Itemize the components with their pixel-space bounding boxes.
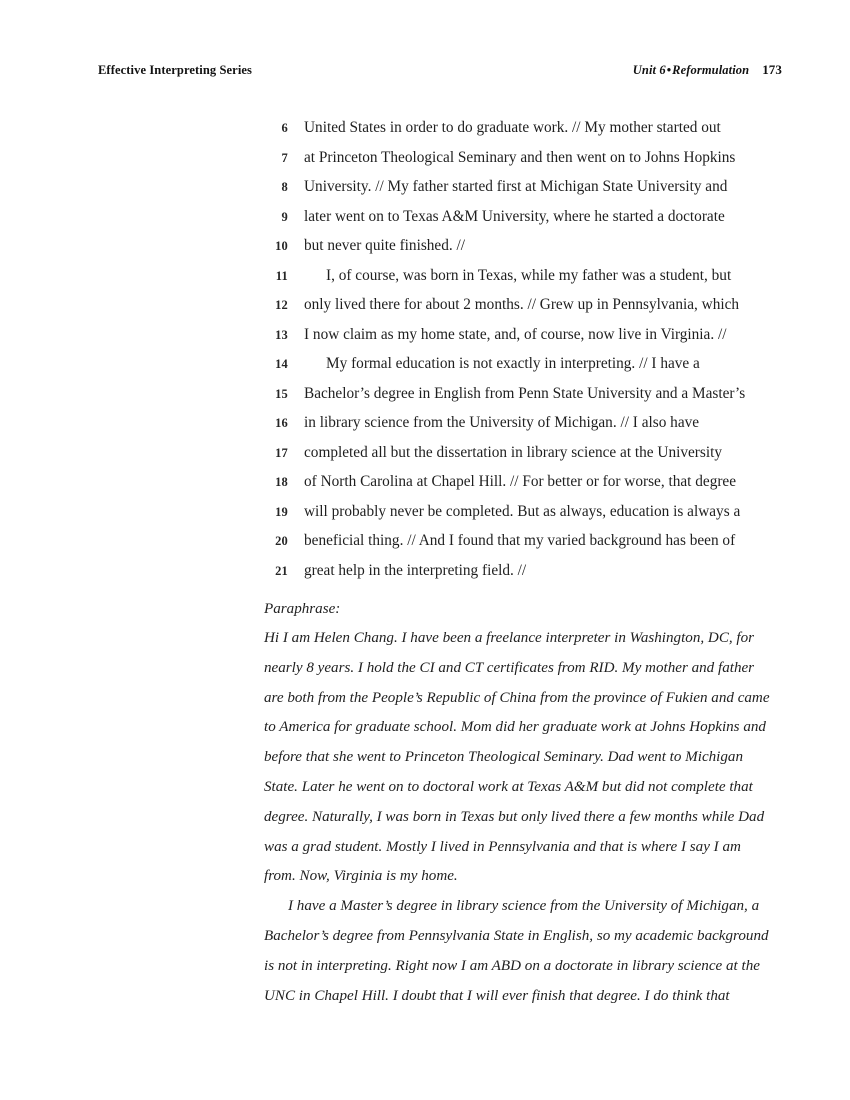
transcript-line-number: 18 [275,475,288,489]
transcript-line-text: completed all but the dissertation in library science at the University [304,443,722,461]
transcript-line [268,178,788,208]
transcript-line [268,532,788,562]
transcript-line [268,296,788,326]
transcript-line-text: only lived there for about 2 months. // Grew up in Pennsylvania, which [304,296,740,313]
transcript-line [268,119,788,149]
transcript-line [268,444,788,474]
transcript-line-number: 10 [275,239,288,253]
transcript-line-number: 17 [275,445,288,460]
transcript-line-number: 13 [275,327,288,342]
running-head-section-name: Reformulation [672,63,750,77]
transcript-line-number: 16 [275,416,288,430]
transcript-line [268,385,788,415]
transcript-line [268,326,788,356]
running-head-series-title: Effective Interpreting Series [98,63,253,77]
transcript-line [268,208,788,238]
paraphrase-line: nearly 8 years. I hold the CI and CT certificates from RID. My mother and father [264,659,755,676]
transcript-line [268,149,788,179]
running-head [98,62,782,80]
paraphrase-line: Hi I am Helen Chang. I have been a freelance interpreter in Washington, DC, for [264,630,755,646]
page-number: 173 [762,62,782,77]
paraphrase-line: I have a Master’s degree in library science from the University of Michigan, a [288,898,760,915]
paraphrase-block [264,594,788,1011]
transcript-line [268,473,788,503]
transcript-line-text: but never quite finished. // [304,237,466,254]
paraphrase-line: from. Now, Virginia is my home. [264,868,458,885]
paraphrase-line: to America for graduate school. Mom did her graduate work at Johns Hopkins and [264,719,766,736]
paraphrase-line: was a grad student. Mostly I lived in Pennsylvania and that is where I say I am [264,838,741,855]
running-head-bullet: • [666,63,672,77]
transcript-line [268,237,788,267]
transcript-line [268,355,788,385]
transcript-line [268,503,788,533]
transcript-line-text: beneficial thing. // And I found that my varied background has been of [304,532,736,549]
transcript-line [268,267,788,297]
transcript-line-number: 9 [281,209,288,224]
transcript-line-number: 14 [275,357,288,371]
transcript-line-number: 20 [275,534,288,548]
transcript-line-text: great help in the interpreting field. // [304,561,527,579]
transcript-line-number: 12 [275,298,288,312]
transcript-line-number: 11 [275,268,288,283]
paraphrase-line: State. Later he went on to doctoral work at Texas A&M but did not complete that [264,778,753,795]
paraphrase-line: UNC in Chapel Hill. I doubt that I will ever finish that degree. I do think that [264,987,730,1004]
transcript-line-number: 19 [275,504,288,519]
transcript-line-text: My formal education is not exactly in interpreting. // I have a [326,355,700,372]
transcript-line-text: of North Carolina at Chapel Hill. // For better or for worse, that degree [304,473,737,490]
transcript-line-number: 7 [281,150,288,165]
transcript-line-number: 15 [275,386,288,401]
transcript-line-number: 8 [281,180,288,194]
transcript-line-text: in library science from the University of Michigan. // I also have [304,414,700,431]
running-head-unit-label [633,63,749,78]
transcript-line-text: Bachelor’s degree in English from Penn State University and a Master’s [304,384,746,402]
transcript-line [268,562,788,592]
paraphrase-line: is not in interpreting. Right now I am ABD on a doctorate in library science at the [264,957,760,974]
paraphrase-heading: Paraphrase: [264,601,341,617]
transcript-line-text: at Princeton Theological Seminary and then went on to Johns Hopkins [304,148,736,166]
transcript-line-text: I now claim as my home state, and, of course, now live in Virginia. // [304,325,727,343]
paraphrase-line: degree. Naturally, I was born in Texas but only lived there a few months while Dad [264,808,765,825]
paraphrase-line: Bachelor’s degree from Pennsylvania State in English, so my academic background [264,927,769,944]
transcript-line-text: United States in order to do graduate work. // My mother started out [304,119,721,136]
transcript-line-text: will probably never be completed. But as always, education is always a [304,502,741,520]
running-head-right-group [633,62,782,78]
running-head-unit-number: Unit 6 [632,63,666,77]
transcript-line-number: 21 [275,563,288,578]
paraphrase-line: are both from the People’s Republic of China from the province of Fukien and came [264,689,770,706]
numbered-transcript-block [268,119,788,591]
transcript-line-number: 6 [281,121,288,135]
transcript-line-text: University. // My father started first at Michigan State University and [304,178,728,195]
transcript-line-text: later went on to Texas A&M University, where he started a doctorate [304,207,725,225]
transcript-line [268,414,788,444]
transcript-line-text: I, of course, was born in Texas, while my father was a student, but [326,266,732,284]
paraphrase-line: before that she went to Princeton Theological Seminary. Dad went to Michigan [264,749,744,766]
